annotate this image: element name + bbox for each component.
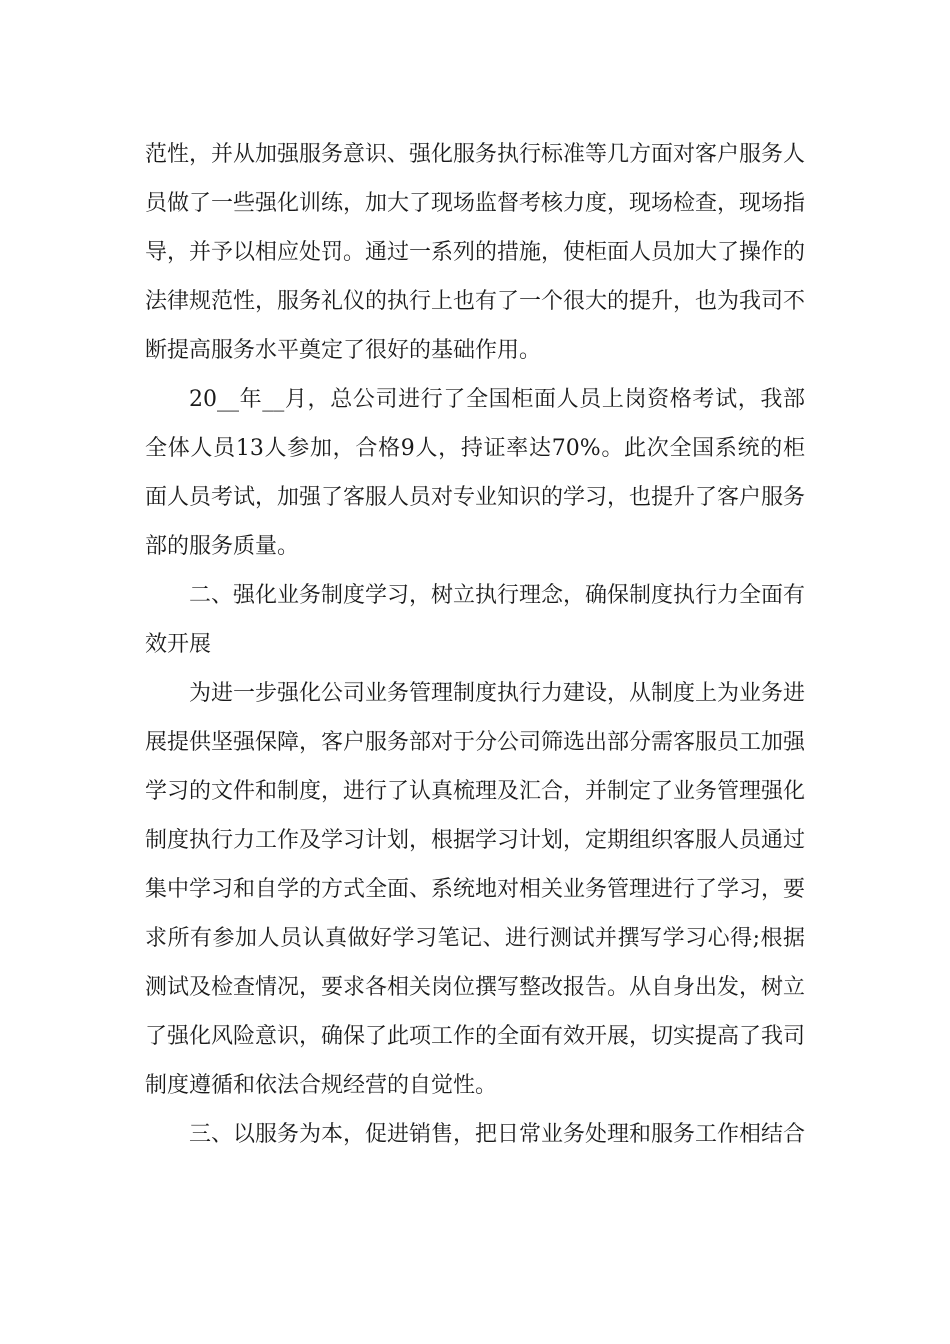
section-heading-2: 二、强化业务制度学习，树立执行理念，确保制度执行力全面有效开展 (145, 583, 806, 657)
document-body (145, 130, 805, 1159)
paragraph-3: 为进一步强化公司业务管理制度执行力建设，从制度上为业务进展提供坚强保障，客户服务部对于分公司筛选出部分需客服员工加强学习的文件和制度，进行了认真梳理及汇合，并制定了业务管理强化制度执行力工作及学习计划，根据学习计划，定期组织客服人员通过集中学习和自学的方式全面、系统地对相关业务管理进行了学习，要求所有参加人员认真做好学习笔记、进行测试并撰写学习心得;根据测试及检查情况，要求各相关岗位撰写整改报告。从自身出发，树立了强化风险意识，确保了此项工作的全面有效开展，切实提高了我司制度遵循和依法合规经营的自觉性。 (145, 681, 806, 1098)
paragraph-2: 20__年__月，总公司进行了全国柜面人员上岗资格考试，我部全体人员13人参加，合格9人，持证率达70%。此次全国系统的柜面人员考试，加强了客服人员对专业知识的学习，也提升了客户服务部的服务质量。 (145, 387, 806, 559)
section-heading-3: 三、以服务为本，促进销售，把日常业务处理和服务工作相结合 (189, 1122, 806, 1147)
paragraph-1: 范性，并从加强服务意识、强化服务执行标准等几方面对客户服务人员做了一些强化训练，加大了现场监督考核力度，现场检查，现场指导，并予以相应处罚。通过一系列的措施，使柜面人员加大了操作的法律规范性，服务礼仪的执行上也有了一个很大的提升，也为我司不断提高服务水平奠定了很好的基础作用。 (145, 142, 806, 363)
